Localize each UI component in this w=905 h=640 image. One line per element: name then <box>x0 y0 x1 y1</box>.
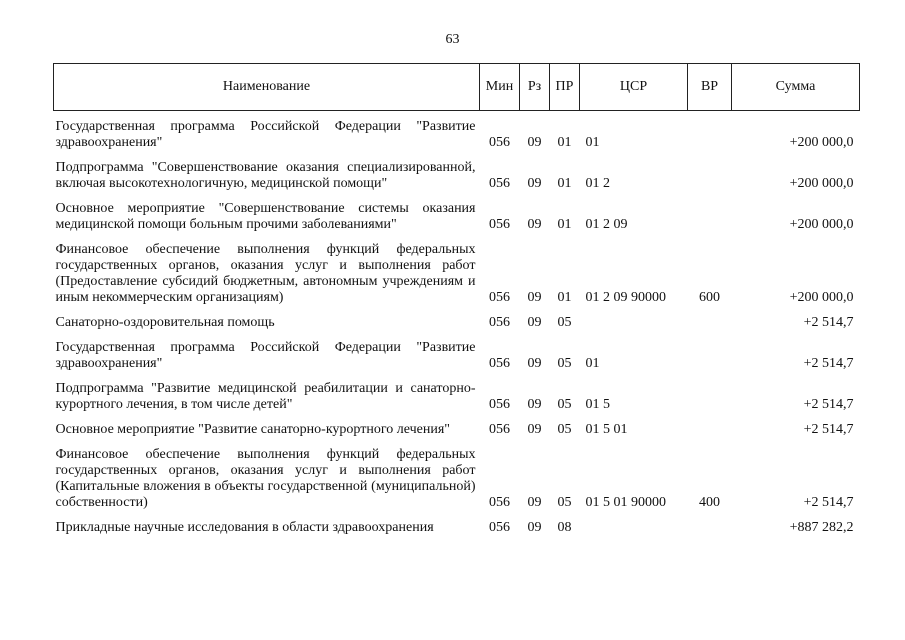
table-row <box>54 234 860 307</box>
row-vr: 600 <box>699 290 720 305</box>
row-pr: 05 <box>557 356 572 371</box>
row-name: Основное мероприятие "Развитие санаторно-курортного лечения" <box>55 422 450 437</box>
table-row <box>54 152 860 193</box>
row-pr: 01 <box>557 217 572 232</box>
budget-table <box>53 63 860 537</box>
header-name: Наименование <box>54 64 480 111</box>
row-min: 056 <box>489 520 510 535</box>
row-csr: 01 5 01 90000 <box>585 495 666 510</box>
row-csr: 01 5 01 <box>585 422 628 437</box>
row-min: 056 <box>489 422 510 437</box>
row-csr <box>580 512 688 537</box>
row-min: 056 <box>489 315 510 330</box>
row-name: Финансовое обеспечение выполнения функций федеральных государственных органов, оказания услуг и выполнения работ (Предоставление субсидий бюджетным, автономным учреждениям и иным некоммерческим организациям) <box>55 242 476 305</box>
row-sum: +200 000,0 <box>789 217 854 232</box>
table-row <box>54 307 860 332</box>
header-sum: Сумма <box>732 64 860 111</box>
row-sum: +200 000,0 <box>789 290 854 305</box>
row-name: Государственная программа Российской Федерации "Развитие здравоохранения" <box>55 119 476 150</box>
row-pr: 01 <box>557 135 572 150</box>
row-vr <box>688 332 732 373</box>
row-name: Подпрограмма "Совершенствование оказания специализированной, включая высокотехнологичную, медицинской помощи" <box>55 160 476 191</box>
row-sum: +200 000,0 <box>789 176 854 191</box>
table-row <box>54 332 860 373</box>
row-min: 056 <box>489 397 510 412</box>
row-sum: +2 514,7 <box>803 397 854 412</box>
row-pr: 01 <box>557 176 572 191</box>
row-csr <box>580 307 688 332</box>
row-vr <box>688 307 732 332</box>
table-header-row <box>54 64 860 111</box>
row-min: 056 <box>489 495 510 510</box>
table-row <box>54 193 860 234</box>
row-sum: +2 514,7 <box>803 356 854 371</box>
row-name: Финансовое обеспечение выполнения функций федеральных государственных органов, оказания услуг и выполнения работ (Капитальные вложения в объекты государственной (муниципальной) собственности) <box>55 447 476 510</box>
row-min: 056 <box>489 176 510 191</box>
row-min: 056 <box>489 356 510 371</box>
row-rz: 09 <box>527 397 542 412</box>
row-rz: 09 <box>527 135 542 150</box>
table-row <box>54 414 860 439</box>
row-pr: 08 <box>557 520 572 535</box>
row-pr: 05 <box>557 495 572 510</box>
row-vr <box>688 414 732 439</box>
row-rz: 09 <box>527 290 542 305</box>
row-rz: 09 <box>527 315 542 330</box>
row-sum: +2 514,7 <box>803 422 854 437</box>
row-name: Подпрограмма "Развитие медицинской реабилитации и санаторно-курортного лечения, в том числе детей" <box>55 381 476 412</box>
header-csr: ЦСР <box>580 64 688 111</box>
row-vr: 400 <box>699 495 720 510</box>
row-rz: 09 <box>527 176 542 191</box>
row-pr: 05 <box>557 397 572 412</box>
page-number: 63 <box>445 32 460 47</box>
header-pr: ПР <box>550 64 580 111</box>
table-row <box>54 512 860 537</box>
row-sum: +200 000,0 <box>789 135 854 150</box>
table-row <box>54 439 860 512</box>
row-min: 056 <box>489 135 510 150</box>
table-row <box>54 111 860 153</box>
row-rz: 09 <box>527 217 542 232</box>
row-sum: +2 514,7 <box>803 315 854 330</box>
row-vr <box>688 152 732 193</box>
row-name: Санаторно-оздоровительная помощь <box>55 315 275 330</box>
row-csr: 01 2 09 90000 <box>585 290 666 305</box>
row-name: Прикладные научные исследования в области здравоохранения <box>55 520 434 535</box>
row-vr <box>688 193 732 234</box>
row-pr: 05 <box>557 315 572 330</box>
row-csr: 01 <box>585 135 600 150</box>
row-rz: 09 <box>527 520 542 535</box>
row-sum: +2 514,7 <box>803 495 854 510</box>
row-vr <box>688 111 732 153</box>
row-rz: 09 <box>527 422 542 437</box>
row-csr: 01 2 09 <box>585 217 628 232</box>
row-csr: 01 <box>585 356 600 371</box>
row-csr: 01 2 <box>585 176 610 191</box>
row-rz: 09 <box>527 495 542 510</box>
row-pr: 01 <box>557 290 572 305</box>
row-sum: +887 282,2 <box>789 520 854 535</box>
table-row <box>54 373 860 414</box>
row-vr <box>688 373 732 414</box>
header-min: Мин <box>480 64 520 111</box>
header-vr: ВР <box>688 64 732 111</box>
row-pr: 05 <box>557 422 572 437</box>
header-rz: Рз <box>520 64 550 111</box>
row-min: 056 <box>489 217 510 232</box>
row-csr: 01 5 <box>585 397 610 412</box>
row-vr <box>688 512 732 537</box>
row-name: Государственная программа Российской Федерации "Развитие здравоохранения" <box>55 340 476 371</box>
row-min: 056 <box>489 290 510 305</box>
row-name: Основное мероприятие "Совершенствование системы оказания медицинской помощи больным прочими заболеваниями" <box>55 201 476 232</box>
row-rz: 09 <box>527 356 542 371</box>
